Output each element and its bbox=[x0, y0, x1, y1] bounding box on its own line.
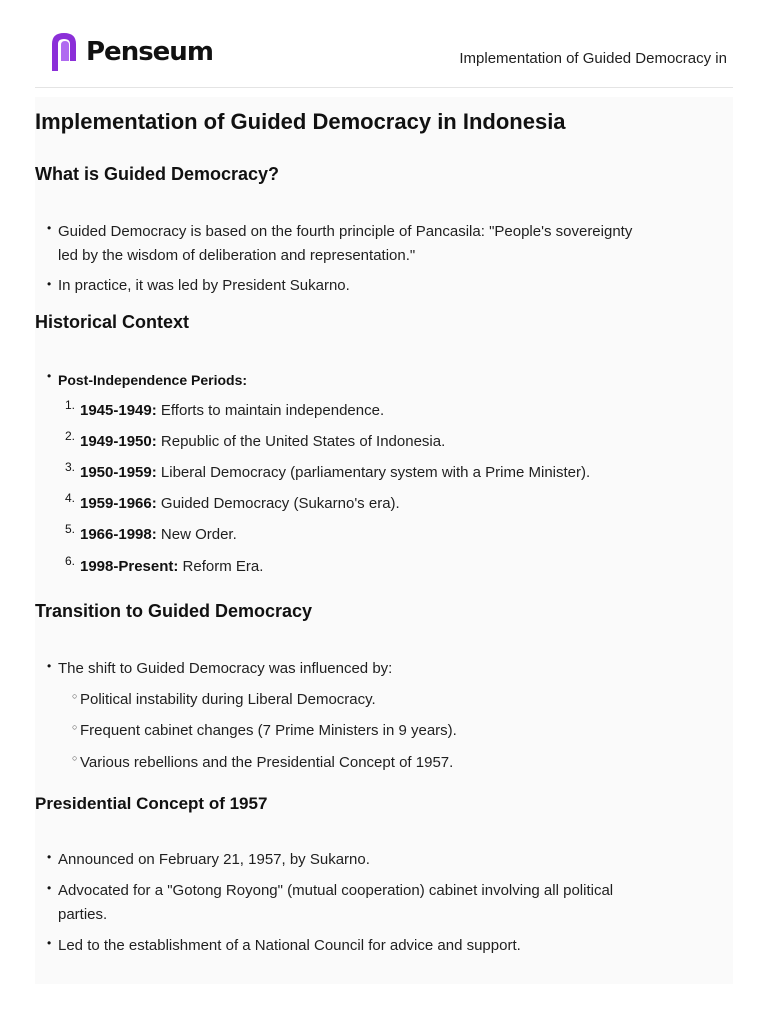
header-document-title: Implementation of Guided Democracy in bbox=[459, 50, 727, 67]
section-heading: What is Guided Democracy? bbox=[35, 164, 280, 184]
list-number: 2. bbox=[65, 429, 76, 443]
sub-bullet-marker: ○ bbox=[72, 722, 78, 732]
sub-bullet-marker: ○ bbox=[72, 753, 78, 763]
numbered-item: 1959-1966: Guided Democracy (Sukarno's era). bbox=[80, 495, 400, 512]
list-item: Guided Democracy is based on the fourth principle of Pancasila: "People's sovereignty led by the wisdom of deliberation and representation." bbox=[58, 223, 633, 264]
numbered-item: 1949-1950: Republic of the United States of Indonesia. bbox=[80, 433, 446, 450]
section-heading: Historical Context bbox=[35, 312, 190, 332]
list-number: 6. bbox=[65, 554, 76, 568]
sub-list-item: Various rebellions and the Presidential Concept of 1957. bbox=[80, 754, 454, 771]
list-item: Led to the establishment of a National Council for advice and support. bbox=[58, 937, 521, 954]
penseum-logo-icon bbox=[49, 31, 79, 73]
page-header bbox=[35, 26, 733, 88]
list-number: 4. bbox=[65, 491, 76, 505]
list-number: 1. bbox=[65, 398, 76, 412]
bullet-marker: • bbox=[47, 881, 52, 895]
bullet-marker: • bbox=[47, 659, 52, 673]
list-item: The shift to Guided Democracy was influenced by: bbox=[58, 660, 393, 677]
list-item: Announced on February 21, 1957, by Sukarno. bbox=[58, 851, 370, 868]
document-body bbox=[35, 97, 733, 984]
sub-bullet-marker: ○ bbox=[72, 691, 78, 701]
sub-list-item: Frequent cabinet changes (7 Prime Ministers in 9 years). bbox=[80, 722, 457, 739]
bullet-marker: • bbox=[47, 850, 52, 864]
bullet-marker: • bbox=[47, 936, 52, 950]
list-number: 3. bbox=[65, 460, 76, 474]
section-heading: Transition to Guided Democracy bbox=[35, 601, 313, 621]
list-number: 5. bbox=[65, 522, 76, 536]
bullet-marker: • bbox=[47, 277, 52, 291]
section-heading: Presidential Concept of 1957 bbox=[35, 794, 268, 813]
bullet-marker: • bbox=[47, 221, 52, 235]
sub-list-item: Political instability during Liberal Democracy. bbox=[80, 691, 376, 708]
list-item: Advocated for a "Gotong Royong" (mutual cooperation) cabinet involving all political parties. bbox=[58, 882, 614, 923]
logo-text: Penseum bbox=[86, 37, 213, 67]
numbered-item: 1945-1949: Efforts to maintain independence. bbox=[80, 402, 385, 419]
penseum-logo[interactable] bbox=[49, 31, 213, 73]
list-item: In practice, it was led by President Sukarno. bbox=[58, 277, 350, 294]
document-title: Implementation of Guided Democracy in Indonesia bbox=[35, 109, 566, 134]
numbered-item: 1950-1959: Liberal Democracy (parliamentary system with a Prime Minister). bbox=[80, 464, 591, 481]
numbered-item: 1966-1998: New Order. bbox=[80, 526, 237, 543]
numbered-item: 1998-Present: Reform Era. bbox=[80, 558, 264, 575]
list-item: Post-Independence Periods: bbox=[58, 372, 248, 388]
bullet-marker: • bbox=[47, 369, 52, 383]
